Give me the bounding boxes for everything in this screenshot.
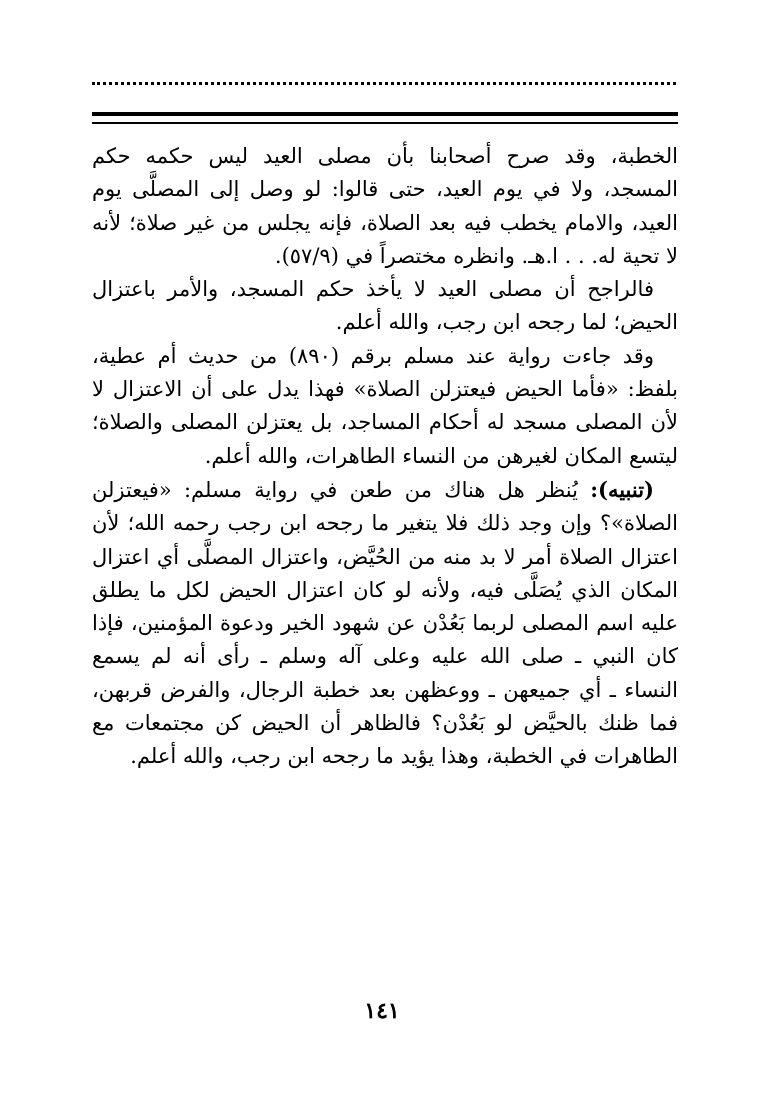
header-rule-thick — [92, 112, 678, 116]
paragraph-1: الخطبة، وقد صرح أصحابنا بأن مصلى العيد ليس حكمه حكم المسجد، ولا في يوم العيد، حتى قالوا: لو وصل إلى المصلَّى يوم العيد، والامام يخطب فيه بعد الصلاة، فإنه يجلس من غير صلاة؛ لأنه لا تحية له. . . ا.هـ. وانظره مختصراً في (٥٧/٩). — [92, 144, 678, 268]
paragraph-3: وقد جاءت رواية عند مسلم برقم (٨٩٠) من حديث أم عطية، بلفظ: «فأما الحيض فيعتزلن الصلاة» فهذا يدل على أن الاعتزال لا لأن المصلى مسجد له أحكام المساجد، بل يعتزلن المصلى والصلاة؛ ليتسع المكان لغيرهن من النساء الطاهرات، والله أعلم. — [92, 343, 678, 468]
note-lead: (تنبيه): — [590, 476, 654, 502]
paragraph-2: فالراجح أن مصلى العيد لا يأخذ حكم المسجد، والأمر باعتزال الحيض؛ لما رجحه ابن رجب، والله أعلم. — [92, 277, 678, 335]
page-body — [92, 140, 678, 774]
note-text: يُنظر هل هناك من طعن في رواية مسلم: «فيعتزلن الصلاة»؟ وإن وجد ذلك فلا يتغير ما رجحه ابن رجب رحمه الله؛ لأن اعتزال الصلاة أمر لا بد منه من الحُيَّض، واعتزال المصلَّى أي اعتزال المكان الذي يُصَلَّى فيه، ولأنه لو كان اعتزال الحيض لكل ما يطلق عليه اسم المصلى لربما بَعُدْن عن شهود الخير ودعوة المؤمنين، فإذا كان النبي ـ صلى الله عليه وعلى آله وسلم ـ رأى أنه لم يسمع النساء ـ أي جميعهن ـ ووعظهن بعد خطبة الرجال، والفرض قربهن، فما ظنك بالحيَّض لو بَعُدْن؟ فالظاهر أن الحيض كن مجتمعات مع الطاهرات في الخطبة، وهذا يؤيد ما رجحه ابن رجب، والله أعلم. — [92, 477, 678, 769]
paragraph-4 — [92, 473, 678, 774]
header-rule-thin — [92, 122, 678, 124]
header-dotted-line — [92, 82, 676, 92]
page-number: ١٤١ — [364, 998, 400, 1024]
